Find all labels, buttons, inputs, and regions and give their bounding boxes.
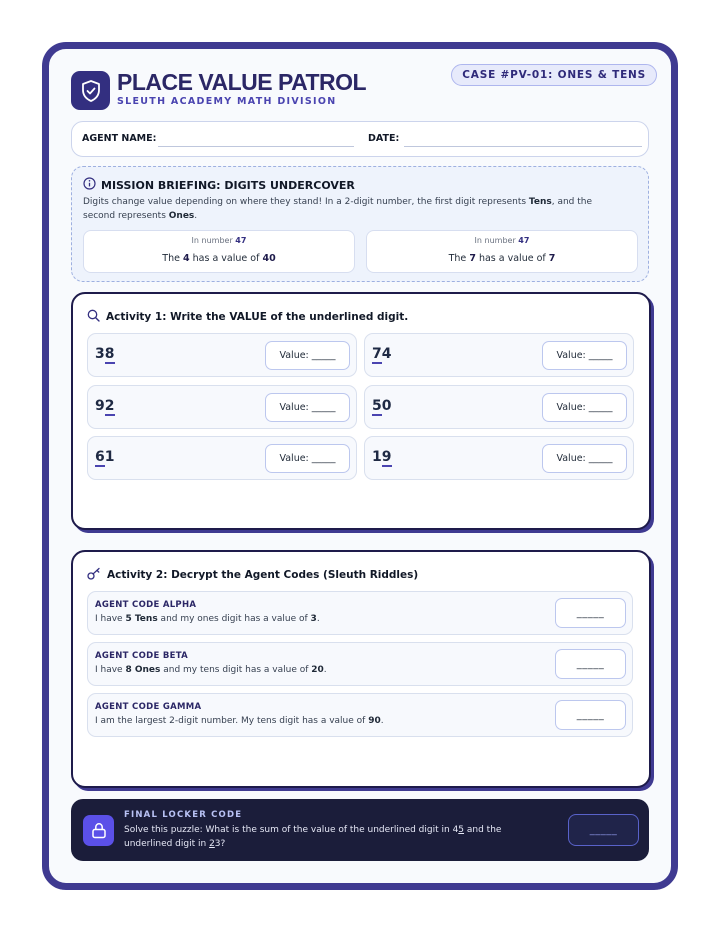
- agent-code-beta: [87, 642, 633, 686]
- value-answer-box[interactable]: Value: _____: [265, 341, 350, 370]
- activity-2-title: Activity 2: Decrypt the Agent Codes (Sleuth Riddles): [107, 569, 419, 581]
- locker-title: FINAL LOCKER CODE: [124, 810, 243, 820]
- value-item: [87, 436, 357, 480]
- value-item: [364, 385, 634, 429]
- agent-info-row: [71, 121, 649, 157]
- page-subtitle: SLEUTH ACADEMY MATH DIVISION: [117, 96, 337, 107]
- activity-1-card: [71, 292, 651, 530]
- date-field[interactable]: [404, 146, 642, 147]
- magnifier-icon: [87, 309, 100, 325]
- info-icon: [83, 177, 96, 193]
- agent-code-alpha: [87, 591, 633, 635]
- riddle-text: I am the largest 2-digit number. My tens digit has a value of 90.: [95, 716, 384, 726]
- value-answer-box[interactable]: Value: _____: [542, 444, 627, 473]
- agent-name-label: AGENT NAME:: [82, 133, 157, 144]
- activity-2-card: [71, 550, 651, 788]
- value-item: [364, 436, 634, 480]
- number: 74: [372, 346, 392, 362]
- value-item: [364, 333, 634, 377]
- date-label: DATE:: [368, 133, 400, 144]
- final-locker-panel: [71, 799, 649, 861]
- number: 92: [95, 398, 115, 414]
- value-item: [87, 385, 357, 429]
- briefing-title: MISSION BRIEFING: DIGITS UNDERCOVER: [101, 178, 355, 192]
- code-answer-box[interactable]: _____: [555, 700, 626, 730]
- briefing-heading: [83, 177, 355, 193]
- mission-briefing: [71, 166, 649, 282]
- value-item: [87, 333, 357, 377]
- value-answer-box[interactable]: Value: _____: [542, 341, 627, 370]
- number: 50: [372, 398, 392, 414]
- briefing-text: Digits change value depending on where they stand! In a 2-digit number, the first digit represents Tens, and the second represents Ones.: [83, 197, 593, 221]
- agent-code-gamma: [87, 693, 633, 737]
- locker-puzzle-text: Solve this puzzle: What is the sum of the value of the underlined digit in 45 and the underlined digit in 23?: [124, 825, 502, 849]
- lock-icon: [83, 815, 114, 846]
- worksheet: [42, 42, 678, 890]
- shield-logo-icon: [71, 71, 110, 110]
- number: 61: [95, 449, 115, 465]
- example-card-tens: In number 47 The 4 has a value of 40: [83, 230, 355, 273]
- code-name: AGENT CODE ALPHA: [95, 600, 197, 610]
- riddle-text: I have 8 Ones and my tens digit has a value of 20.: [95, 665, 327, 675]
- number: 38: [95, 346, 115, 362]
- page-title: PLACE VALUE PATROL: [117, 69, 367, 95]
- value-answer-box[interactable]: Value: _____: [265, 444, 350, 473]
- key-icon: [87, 567, 101, 583]
- agent-name-field[interactable]: [158, 146, 354, 147]
- case-badge: CASE #PV-01: ONES & TENS: [451, 64, 657, 86]
- value-answer-box[interactable]: Value: _____: [265, 393, 350, 422]
- code-name: AGENT CODE BETA: [95, 651, 189, 661]
- code-name: AGENT CODE GAMMA: [95, 702, 202, 712]
- locker-answer-box[interactable]: _____: [568, 814, 639, 846]
- activity-1-title: Activity 1: Write the VALUE of the underlined digit.: [106, 311, 409, 323]
- number: 19: [372, 449, 392, 465]
- code-answer-box[interactable]: _____: [555, 598, 626, 628]
- riddle-text: I have 5 Tens and my ones digit has a value of 3.: [95, 614, 320, 624]
- code-answer-box[interactable]: _____: [555, 649, 626, 679]
- value-answer-box[interactable]: Value: _____: [542, 393, 627, 422]
- example-card-ones: In number 47 The 7 has a value of 7: [366, 230, 638, 273]
